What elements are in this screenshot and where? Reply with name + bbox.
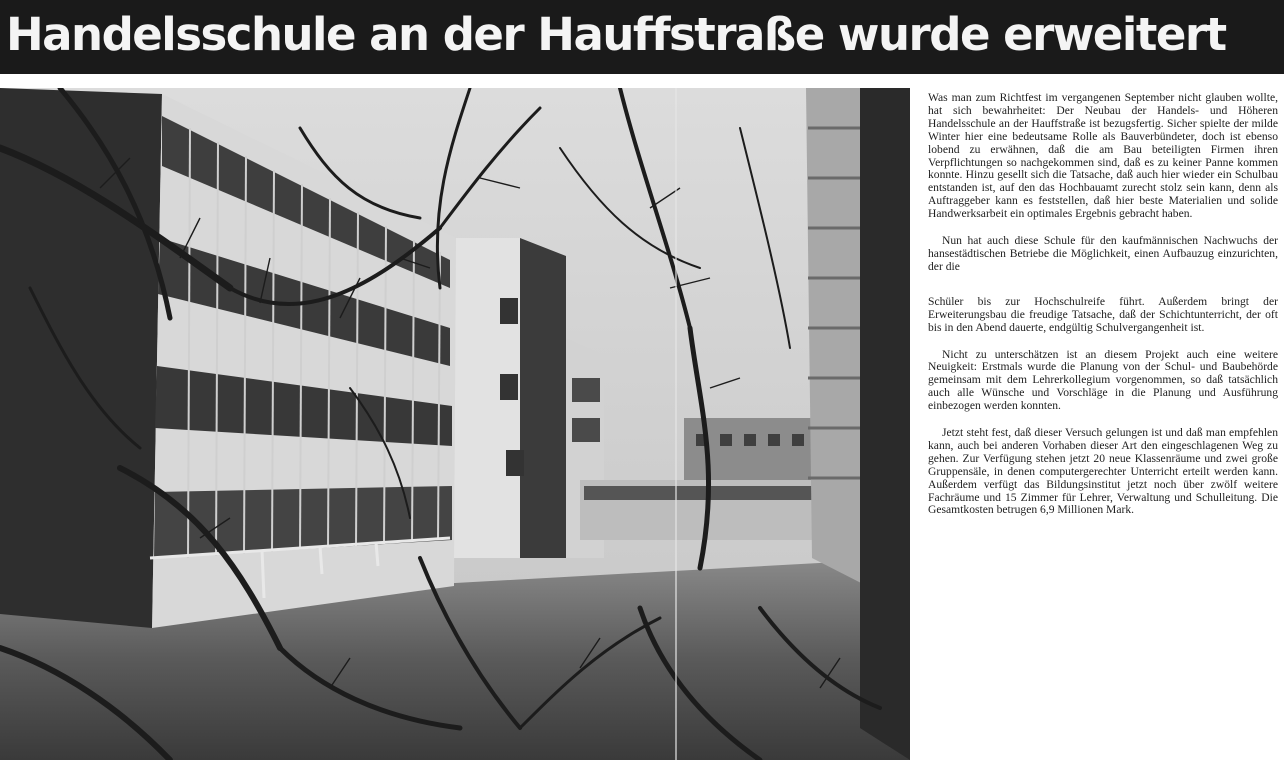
low-building-windows [584,486,814,500]
rear-window [572,418,600,442]
article-paragraph: Was man zum Richtfest im vergangenen September nicht glauben wollte, hat sich bewahrheitet: Der Neubau der Handels- und Höheren Handelsschule an der Hauffstraße ist bezugsfertig. Sicher spielte der milde Winter hier eine bedeutsame Rolle als Bauverbündeter, doch ist ebenso lobend zu erwähnen, daß die am Bau beteiligten Firmen ihren Verpflichtungen so nachgekommen sind, daß es zu keiner Panne kommen konnte. Hinzu gesellt sich die Tatsache, daß auch hier wieder ein Schulbau entstanden ist, auf den das Hochbauamt zurecht stolz sein kann, denn als Auftraggeber kann es feststellen, daß hier beste Materialien und solide Handwerksarbeit ein optimales Ergebnis gebracht haben. [928,91,1278,221]
small-window [506,450,524,476]
article-paragraph: Nicht zu unterschätzen ist an diesem Projekt auch eine weitere Neuigkeit: Erstmals wurde die Planung von der Schul- und Baubehörde gemeinsam mit dem Lehrerkollegium vorgenommen, so daß tatsächlich auch alle Wünsche und Vorschläge in die Planung und Ausführung einbezogen werden konnten. [928,347,1278,413]
building-photo [0,88,910,760]
photo-illustration [0,88,910,760]
headline-banner [0,0,1284,74]
headline: Handelsschule an der Hauffstraße wurde erweitert [6,8,1226,61]
article-paragraph: Jetzt steht fest, daß dieser Versuch gelungen ist und daß man empfehlen kann, auch bei anderen Vorhaben dieser Art den eingeschlagenen Weg zu gehen. Zur Verfügung stehen jetzt 20 neue Klassenräume und zwei große Gruppensäle, in denen computergerechter Unterricht erteilt werden kann. Außerdem verfügt das Bildungsinstitut jetzt noch über zwölf weitere Fachräume und 15 Zimmer für Lehrer, Verwaltung und Schulleitung. Die Gesamtkosten betrugen 6,9 Millionen Mark. [928,426,1278,517]
small-window [500,374,518,400]
left-tower [0,88,162,628]
dark-tree-trunk [860,88,910,760]
article-body [928,92,1278,531]
article-paragraph: Schüler bis zur Hochschulreife führt. Außerdem bringt der Erweiterungsbau die freudige Tatsache, daß der Schichtunterricht, der oft bis in den Abend dauerte, endgültig Schulvergangenheit ist. [928,294,1278,334]
rear-window [572,378,600,402]
stair-tower [520,238,566,558]
small-window [500,298,518,324]
article-paragraph: Nun hat auch diese Schule für den kaufmännischen Nachwuchs der hansestädtischen Betriebe die Möglichkeit, einen Aufbauzug einzurichten, der die [928,234,1278,273]
